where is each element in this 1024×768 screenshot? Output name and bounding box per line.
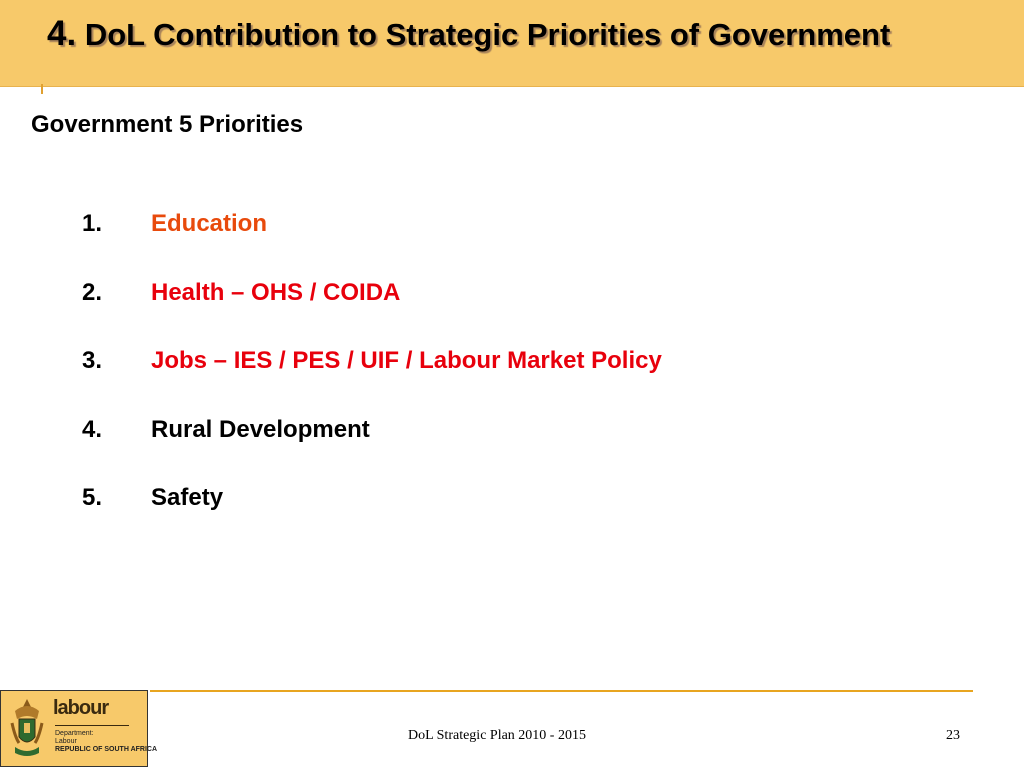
list-item bbox=[82, 347, 662, 416]
logo-line-country: REPUBLIC OF SOUTH AFRICA bbox=[55, 746, 158, 753]
logo-line-labour: Labour bbox=[55, 738, 77, 745]
list-item-label: Jobs – IES / PES / UIF / Labour Market Policy bbox=[151, 347, 662, 374]
page-number: 23 bbox=[946, 728, 960, 743]
footer-divider bbox=[150, 690, 973, 692]
list-item-number: 5. bbox=[82, 484, 103, 511]
slide-title-number: 4. bbox=[47, 14, 77, 53]
coat-of-arms-icon bbox=[9, 697, 45, 761]
footer-text: DoL Strategic Plan 2010 - 2015 bbox=[408, 728, 586, 743]
list-item-number: 2. bbox=[82, 278, 103, 306]
header-tick-mark bbox=[41, 84, 43, 94]
list-item-label: Safety bbox=[151, 484, 224, 511]
list-item bbox=[82, 416, 662, 485]
priorities-list bbox=[82, 210, 662, 553]
list-item-label: Rural Development bbox=[151, 415, 370, 443]
list-item-number: 4. bbox=[82, 415, 103, 443]
slide-title bbox=[47, 14, 890, 54]
list-item-number: 1. bbox=[82, 210, 103, 237]
list-item-number: 3. bbox=[82, 347, 103, 374]
list-item bbox=[82, 484, 662, 553]
list-item-label: Education bbox=[151, 210, 268, 237]
slide-subtitle: Government 5 Priorities bbox=[31, 111, 304, 138]
logo-wordmark: labour bbox=[53, 697, 109, 719]
slide-title-text: DoL Contribution to Strategic Priorities of Government bbox=[84, 17, 891, 52]
list-item bbox=[82, 210, 662, 279]
logo-line-department: Department: bbox=[55, 730, 94, 737]
department-logo bbox=[0, 690, 158, 767]
logo-divider bbox=[55, 725, 129, 726]
title-bar bbox=[0, 0, 1024, 87]
list-item-label: Health – OHS / COIDA bbox=[151, 278, 401, 306]
list-item bbox=[82, 279, 662, 348]
